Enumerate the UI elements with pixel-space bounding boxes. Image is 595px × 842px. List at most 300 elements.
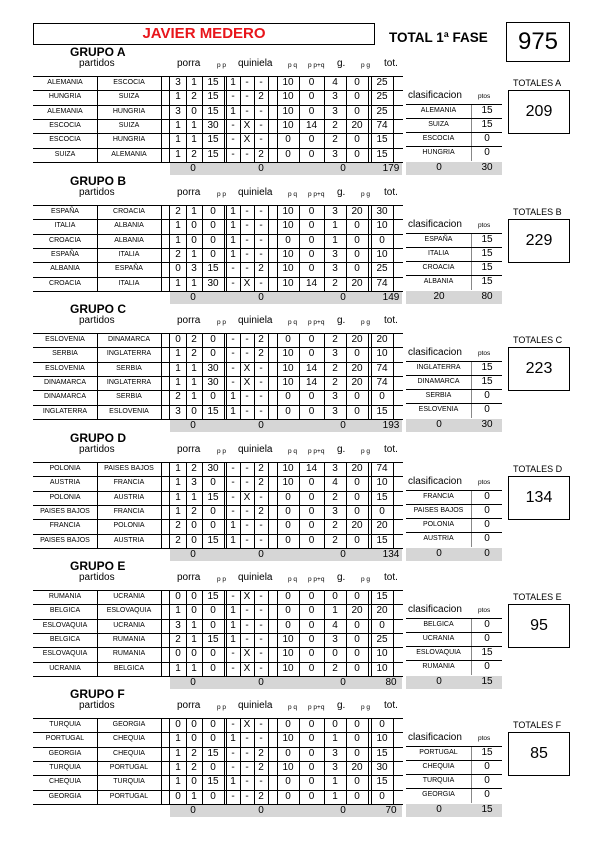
- match-pg: 0: [354, 505, 360, 517]
- match-q1: -: [231, 463, 235, 474]
- classification-team: SUIZA: [406, 118, 472, 132]
- match-home: PAISES BAJOS: [40, 507, 90, 515]
- classification-line: [406, 646, 502, 647]
- match-p1: 2: [175, 248, 181, 260]
- match-p2: 0: [191, 605, 197, 617]
- match-pp: 30: [207, 463, 219, 474]
- match-g: 1: [332, 605, 338, 617]
- match-p1: 0: [175, 719, 181, 730]
- group-title: GRUPO D: [70, 431, 127, 445]
- classification-row: [406, 261, 502, 275]
- group-totals-label: TOTALES D: [513, 464, 563, 474]
- match-pp: 0: [210, 348, 216, 360]
- match-p1: 1: [175, 148, 181, 160]
- match-g: 2: [332, 520, 338, 532]
- classification-row: [406, 518, 502, 532]
- match-pg: 0: [354, 105, 360, 117]
- match-tot: 20: [376, 605, 388, 617]
- classification-team: CHEQUIA: [406, 760, 472, 774]
- column-header-pp: p p: [217, 191, 227, 198]
- match-row: [33, 534, 403, 548]
- match-home: INGLATERRA: [42, 407, 88, 415]
- column-header-partidos: partidos: [79, 315, 115, 326]
- match-pp: 0: [210, 733, 216, 745]
- match-q2: 2: [258, 91, 264, 103]
- group-title: GRUPO E: [70, 559, 126, 573]
- match-pq: 0: [285, 534, 291, 546]
- group-title: GRUPO A: [70, 45, 126, 59]
- match-g: 2: [332, 491, 338, 503]
- match-q2: -: [259, 591, 263, 602]
- classification-line: [406, 261, 502, 262]
- match-qx: -: [245, 234, 249, 246]
- match-qx: -: [245, 220, 249, 232]
- match-q1: -: [231, 277, 235, 289]
- match-home: POLONIA: [49, 465, 81, 472]
- match-p2: 1: [191, 206, 197, 217]
- match-pp: 0: [210, 662, 216, 674]
- classification-team: ALEMANIA: [406, 104, 472, 118]
- classification-points: 15: [481, 375, 493, 387]
- match-home: SUIZA: [54, 150, 76, 158]
- column-header-porra: porra: [177, 315, 201, 326]
- match-qx: -: [245, 148, 249, 160]
- match-q1: 1: [230, 405, 236, 417]
- classification-line: [406, 233, 502, 234]
- match-ppq: 0: [308, 263, 315, 275]
- classification-line: [406, 746, 502, 747]
- sum-g: 0: [340, 162, 346, 174]
- match-p1: 3: [175, 105, 181, 117]
- match-tot: 25: [376, 77, 388, 88]
- match-p2: 1: [191, 790, 197, 802]
- classification-row: [406, 389, 502, 403]
- classification-points: 0: [484, 147, 490, 159]
- match-ppq: 0: [308, 334, 315, 345]
- classification-sum-left: 0: [436, 675, 442, 687]
- match-row: [33, 390, 403, 404]
- match-pp: 15: [207, 776, 219, 788]
- match-home: AUSTRIA: [49, 479, 81, 487]
- match-away: ESLOVENIA: [109, 407, 149, 415]
- classification-label: clasificacion: [408, 732, 462, 744]
- match-g: 2: [332, 376, 338, 388]
- match-q2: -: [259, 234, 263, 246]
- match-pp: 0: [210, 206, 216, 217]
- match-ppq: 0: [308, 733, 315, 745]
- match-tot: 0: [379, 619, 385, 631]
- match-q2: -: [259, 119, 263, 131]
- match-p2: 2: [191, 148, 197, 160]
- match-ppq: 0: [308, 633, 315, 645]
- classification-team: PAISES BAJOS: [406, 504, 472, 518]
- match-qx: -: [245, 391, 249, 403]
- match-away: PAISES BAJOS: [104, 465, 154, 472]
- classification-sum: [406, 162, 502, 175]
- match-p2: 0: [191, 648, 197, 660]
- match-qx: X: [243, 591, 251, 602]
- match-tot: 74: [376, 277, 388, 289]
- match-g: 0: [332, 591, 338, 602]
- match-pg: 0: [354, 391, 360, 403]
- match-q2: -: [259, 776, 263, 788]
- column-header-tot: tot.: [384, 315, 398, 326]
- match-p2: 0: [191, 534, 197, 546]
- match-p2: 1: [191, 633, 197, 645]
- column-header-partidos: partidos: [79, 700, 115, 711]
- match-p1: 1: [175, 477, 181, 489]
- match-q2: -: [259, 491, 263, 503]
- classification-team: ESPAÑA: [406, 233, 472, 247]
- match-ppq: 0: [308, 591, 315, 602]
- match-home: BELGICA: [49, 635, 81, 643]
- group-totals-value: 209: [508, 90, 570, 134]
- match-q2: 2: [258, 790, 264, 802]
- classification-row: [406, 132, 502, 146]
- match-pp: 15: [207, 405, 219, 417]
- match-tot: 0: [379, 391, 385, 403]
- column-header-partidos: partidos: [79, 572, 115, 583]
- match-p2: 1: [191, 277, 197, 289]
- classification-line: [406, 504, 502, 505]
- match-p2: 2: [191, 761, 197, 773]
- classification-points: 15: [481, 746, 493, 758]
- match-away: PORTUGAL: [109, 763, 149, 771]
- column-header-g: g.: [337, 572, 346, 583]
- classification-row: [406, 646, 502, 660]
- group-section: [0, 45, 595, 173]
- match-ppq: 0: [308, 747, 315, 759]
- classification-row: [406, 774, 502, 788]
- match-qx: X: [243, 719, 251, 730]
- match-qx: -: [245, 263, 249, 275]
- match-p2: 2: [191, 463, 197, 474]
- match-q2: 2: [258, 505, 264, 517]
- match-ppq: 0: [308, 790, 315, 802]
- match-p2: 1: [191, 134, 197, 146]
- match-home: ESPAÑA: [51, 208, 79, 215]
- sum-quiniela: 0: [258, 548, 264, 560]
- match-away: DINAMARCA: [107, 336, 150, 343]
- classification-line: [406, 389, 502, 390]
- total-label: TOTAL 1ª FASE: [389, 30, 488, 45]
- classification-line: [406, 247, 502, 248]
- match-p1: 1: [175, 662, 181, 674]
- match-q2: -: [259, 648, 263, 660]
- match-q2: -: [259, 619, 263, 631]
- match-home: ALEMANIA: [47, 107, 83, 115]
- match-qx: -: [245, 733, 249, 745]
- match-pq: 0: [285, 719, 291, 730]
- match-q1: -: [231, 91, 235, 103]
- match-pg: 20: [351, 206, 363, 217]
- match-pq: 0: [285, 747, 291, 759]
- match-qx: X: [243, 277, 251, 289]
- match-row: [33, 362, 403, 376]
- match-g: 3: [332, 105, 338, 117]
- match-p2: 2: [191, 91, 197, 103]
- match-ppq: 0: [308, 91, 315, 103]
- match-q2: -: [259, 105, 263, 117]
- match-ppq: 0: [308, 220, 315, 232]
- classification-line: [406, 118, 502, 119]
- sum-tot: 80: [385, 676, 397, 688]
- sum-row: [170, 163, 402, 175]
- match-p1: 1: [175, 505, 181, 517]
- match-pq: 0: [285, 134, 291, 146]
- match-g: 4: [332, 619, 338, 631]
- match-tot: 20: [376, 520, 388, 532]
- match-g: 3: [332, 206, 338, 217]
- match-away: SERBIA: [116, 393, 142, 401]
- classification-team: POLONIA: [406, 518, 472, 532]
- classification-points: 0: [484, 760, 490, 772]
- match-p1: 1: [175, 362, 181, 374]
- match-g: 4: [332, 477, 338, 489]
- match-away: ALBANIA: [114, 222, 144, 230]
- match-q1: 1: [230, 605, 236, 617]
- match-row: [33, 148, 403, 162]
- match-tot: 25: [376, 91, 388, 103]
- match-pg: 20: [351, 605, 363, 617]
- match-away: CHEQUIA: [113, 749, 145, 757]
- match-row: [33, 747, 403, 761]
- match-away: ALBANIA: [114, 236, 144, 244]
- match-pq: 0: [285, 619, 291, 631]
- match-q1: -: [231, 648, 235, 660]
- match-ppq: 14: [305, 277, 318, 289]
- match-pq: 10: [282, 263, 294, 275]
- match-pp: 0: [210, 220, 216, 232]
- match-g: 3: [332, 747, 338, 759]
- match-pq: 10: [282, 648, 294, 660]
- match-home: PAISES BAJOS: [40, 536, 90, 544]
- match-away: CROACIA: [113, 208, 145, 215]
- classification-team: SERBIA: [406, 389, 472, 403]
- classification-team: ESLOVAQUIA: [406, 646, 472, 660]
- classification-line: [406, 788, 502, 789]
- match-p2: 1: [191, 376, 197, 388]
- sum-row: [170, 805, 402, 817]
- match-qx: -: [245, 477, 249, 489]
- match-q1: 1: [230, 619, 236, 631]
- match-row: [33, 347, 403, 361]
- match-row: [33, 405, 403, 419]
- match-pp: 0: [210, 619, 216, 631]
- classification-team: PORTUGAL: [406, 746, 472, 760]
- match-pp: 15: [207, 91, 219, 103]
- match-row: [33, 491, 403, 505]
- match-row: [33, 790, 403, 804]
- classification-line: [406, 760, 502, 761]
- match-qx: X: [243, 662, 251, 674]
- match-home: ALEMANIA: [47, 79, 83, 86]
- match-pp: 0: [210, 234, 216, 246]
- match-ppq: 14: [305, 362, 318, 374]
- match-qx: X: [243, 491, 251, 503]
- match-q1: -: [231, 491, 235, 503]
- match-q2: -: [259, 391, 263, 403]
- match-g: 2: [332, 534, 338, 546]
- match-p2: 0: [191, 220, 197, 232]
- match-away: ESPAÑA: [115, 265, 143, 273]
- match-qx: -: [245, 520, 249, 532]
- match-pg: 0: [354, 248, 360, 260]
- match-pg: 0: [354, 733, 360, 745]
- match-pg: 0: [354, 405, 360, 417]
- match-pg: 0: [354, 747, 360, 759]
- classification-team: ITALIA: [406, 247, 472, 261]
- match-tot: 10: [376, 648, 388, 660]
- match-pg: 20: [351, 520, 363, 532]
- match-ppq: 0: [308, 491, 315, 503]
- classification-row: [406, 146, 502, 160]
- match-g: 1: [332, 776, 338, 788]
- match-away: RUMANIA: [112, 635, 146, 643]
- classification-sum-left: 0: [436, 803, 442, 815]
- classification-team: RUMANIA: [406, 660, 472, 674]
- match-pp: 0: [210, 790, 216, 802]
- match-p1: 2: [175, 534, 181, 546]
- match-pg: 0: [354, 619, 360, 631]
- match-away: HUNGRIA: [112, 136, 146, 144]
- match-pq: 10: [282, 119, 294, 131]
- sum-tot: 193: [382, 419, 400, 431]
- sum-porra: 0: [190, 804, 196, 816]
- match-p2: 0: [191, 520, 197, 532]
- match-g: 4: [332, 77, 338, 88]
- match-pp: 30: [207, 119, 219, 131]
- match-q1: 1: [230, 77, 236, 88]
- match-q1: 1: [230, 234, 236, 246]
- classification-team: DINAMARCA: [406, 375, 472, 389]
- classification-sum-right: 80: [481, 290, 493, 302]
- match-qx: -: [245, 761, 249, 773]
- column-header-g: g.: [337, 58, 346, 69]
- match-g: 2: [332, 662, 338, 674]
- match-qx: -: [245, 91, 249, 103]
- match-ppq: 0: [308, 391, 315, 403]
- match-pg: 0: [354, 491, 360, 503]
- classification-points: 0: [484, 618, 490, 630]
- classification-row: [406, 118, 502, 132]
- group-section: [0, 431, 595, 559]
- classification-team: ALBANIA: [406, 275, 472, 289]
- match-p1: 1: [175, 91, 181, 103]
- match-q2: -: [259, 77, 263, 88]
- match-row: [33, 775, 403, 789]
- match-tot: 25: [376, 105, 388, 117]
- match-pp: 0: [210, 761, 216, 773]
- column-header-pq: p q: [288, 576, 298, 583]
- column-header-pq: p q: [288, 448, 298, 455]
- match-home: ESLOVAQUIA: [42, 650, 88, 658]
- match-p1: 1: [175, 761, 181, 773]
- match-tot: 15: [376, 776, 388, 788]
- group-totals-value: 95: [508, 604, 570, 648]
- match-tot: 15: [376, 747, 388, 759]
- column-header-pp: p p: [217, 319, 227, 326]
- match-pp: 0: [210, 477, 216, 489]
- match-away: UCRANIA: [113, 621, 145, 629]
- match-p1: 2: [175, 391, 181, 403]
- classification-header: [406, 731, 502, 745]
- match-g: 0: [332, 648, 338, 660]
- match-pq: 0: [285, 491, 291, 503]
- match-row: [33, 333, 403, 347]
- column-header-quiniela: quiniela: [238, 572, 273, 583]
- match-p1: 1: [175, 733, 181, 745]
- match-g: 2: [332, 362, 338, 374]
- match-q2: -: [259, 248, 263, 260]
- classification-sum: [406, 419, 502, 432]
- classification-points: 15: [481, 104, 493, 116]
- column-header-pg: p g: [361, 448, 371, 455]
- match-home: TURQUIA: [49, 721, 81, 728]
- match-g: 1: [332, 790, 338, 802]
- match-row: [33, 619, 403, 633]
- match-p1: 1: [175, 134, 181, 146]
- ptos-label: ptos: [478, 222, 491, 230]
- column-header-pq: p q: [288, 319, 298, 326]
- classification-row: [406, 788, 502, 802]
- classification-sum-left: 0: [436, 161, 442, 173]
- match-tot: 10: [376, 662, 388, 674]
- match-q2: -: [259, 662, 263, 674]
- match-q1: 1: [230, 776, 236, 788]
- match-ppq: 0: [308, 761, 315, 773]
- match-g: 0: [332, 719, 338, 730]
- match-tot: 25: [376, 633, 388, 645]
- match-home: ESLOVAQUIA: [42, 621, 88, 629]
- match-row: [33, 633, 403, 647]
- match-row: [33, 105, 403, 119]
- classification-line: [406, 132, 502, 133]
- match-p2: 0: [191, 105, 197, 117]
- column-header-partidos: partidos: [79, 58, 115, 69]
- sum-row: [170, 420, 402, 432]
- match-q1: 1: [230, 220, 236, 232]
- sum-porra: 0: [190, 548, 196, 560]
- match-away: ESCOCIA: [113, 79, 145, 86]
- classification-row: [406, 375, 502, 389]
- match-pp: 0: [210, 648, 216, 660]
- match-tot: 10: [376, 348, 388, 360]
- match-ppq: 0: [308, 148, 315, 160]
- match-g: 1: [332, 234, 338, 246]
- match-pg: 0: [354, 134, 360, 146]
- match-row: [33, 234, 403, 248]
- match-row: [33, 219, 403, 233]
- classification-row: [406, 275, 502, 289]
- match-pg: 0: [354, 148, 360, 160]
- match-q2: -: [259, 277, 263, 289]
- column-header-ppq: p p+q: [308, 62, 325, 69]
- match-q1: -: [231, 362, 235, 374]
- match-home: ESPAÑA: [51, 250, 79, 258]
- classification-sum-right: 30: [481, 161, 493, 173]
- column-header-porra: porra: [177, 58, 201, 69]
- match-p1: 1: [175, 776, 181, 788]
- match-row: [33, 462, 403, 476]
- classification-row: [406, 361, 502, 375]
- classification-points: 0: [484, 661, 490, 673]
- column-header-quiniela: quiniela: [238, 187, 273, 198]
- match-g: 3: [332, 633, 338, 645]
- match-pq: 10: [282, 206, 294, 217]
- column-header-pg: p g: [361, 576, 371, 583]
- match-qx: -: [245, 105, 249, 117]
